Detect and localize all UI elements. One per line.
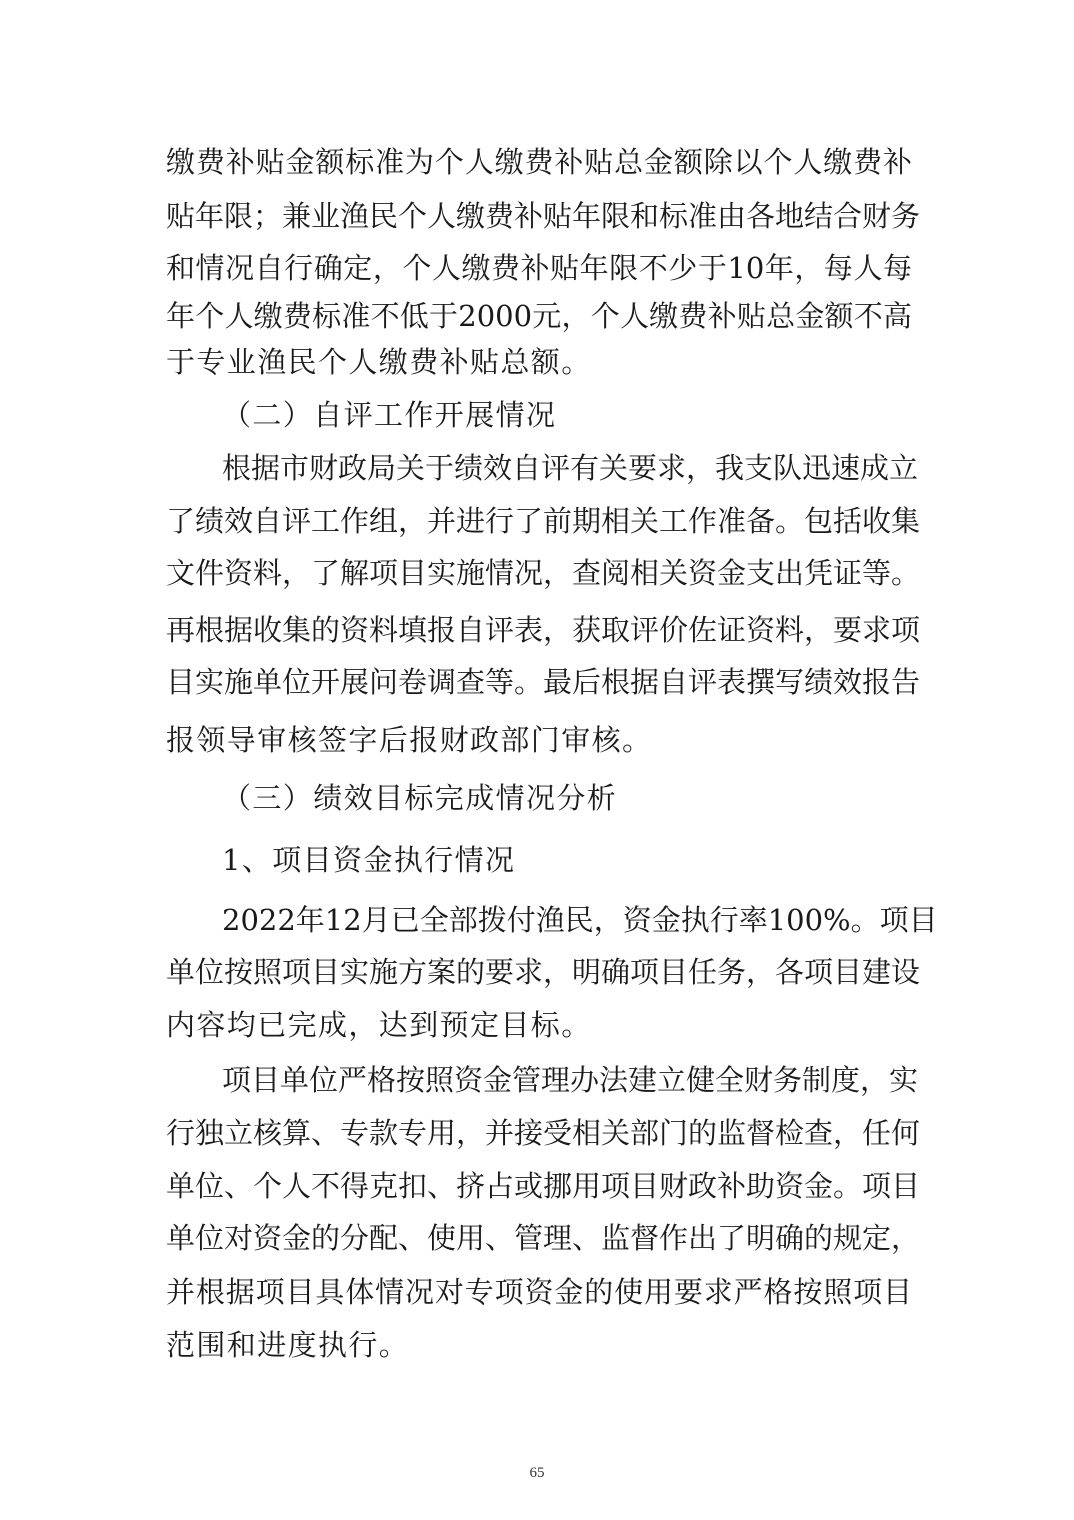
text-line: 年个人缴费标准不低于2000元，个人缴费补贴总金额不高: [166, 299, 912, 333]
text-line: 目实施单位开展问卷调查等。最后根据自评表撰写绩效报告: [166, 665, 921, 699]
text-line: 范围和进度执行。: [166, 1328, 410, 1362]
section-heading: （二）自评工作开展情况: [222, 398, 557, 432]
text-line: 内容均已完成，达到预定目标。: [166, 1008, 592, 1042]
text-line: 于专业渔民个人缴费补贴总额。: [166, 345, 592, 379]
text-line: 并根据项目具体情况对专项资金的使用要求严格按照项目: [166, 1275, 912, 1309]
text-line: 和情况自行确定，个人缴费补贴年限不少于10年，每人每: [166, 251, 912, 285]
text-line: 单位按照项目实施方案的要求，明确项目任务，各项目建设: [166, 955, 921, 989]
text-line: 文件资料，了解项目实施情况，查阅相关资金支出凭证等。: [166, 556, 921, 590]
text-line: 缴费补贴金额标准为个人缴费补贴总金额除以个人缴费补: [166, 145, 912, 179]
paragraph-first-line: 根据市财政局关于绩效自评有关要求，我支队迅速成立: [222, 451, 919, 485]
text-line: 贴年限；兼业渔民个人缴费补贴年限和标准由各地结合财务: [166, 199, 921, 233]
page-number: 65: [529, 1465, 545, 1481]
text-line: 报领导审核签字后报财政部门审核。: [166, 723, 653, 757]
paragraph-first-line: 项目单位严格按照资金管理办法建立健全财务制度，实: [222, 1063, 919, 1097]
text-line: 单位、个人不得克扣、挤占或挪用项目财政补助资金。项目: [166, 1169, 921, 1203]
text-line: 行独立核算、专款专用，并接受相关部门的监督检查，任何: [166, 1116, 921, 1150]
subsection-heading: 1、项目资金执行情况: [222, 843, 516, 877]
text-line: 再根据收集的资料填报自评表，获取评价佐证资料，要求项: [166, 613, 921, 647]
section-heading: （三）绩效目标完成情况分析: [222, 781, 618, 815]
text-line: 了绩效自评工作组，并进行了前期相关工作准备。包括收集: [166, 504, 921, 538]
text-line: 单位对资金的分配、使用、管理、监督作出了明确的规定，: [166, 1221, 921, 1255]
paragraph-first-line: 2022年12月已全部拨付渔民，资金执行率100%。项目: [222, 903, 938, 937]
